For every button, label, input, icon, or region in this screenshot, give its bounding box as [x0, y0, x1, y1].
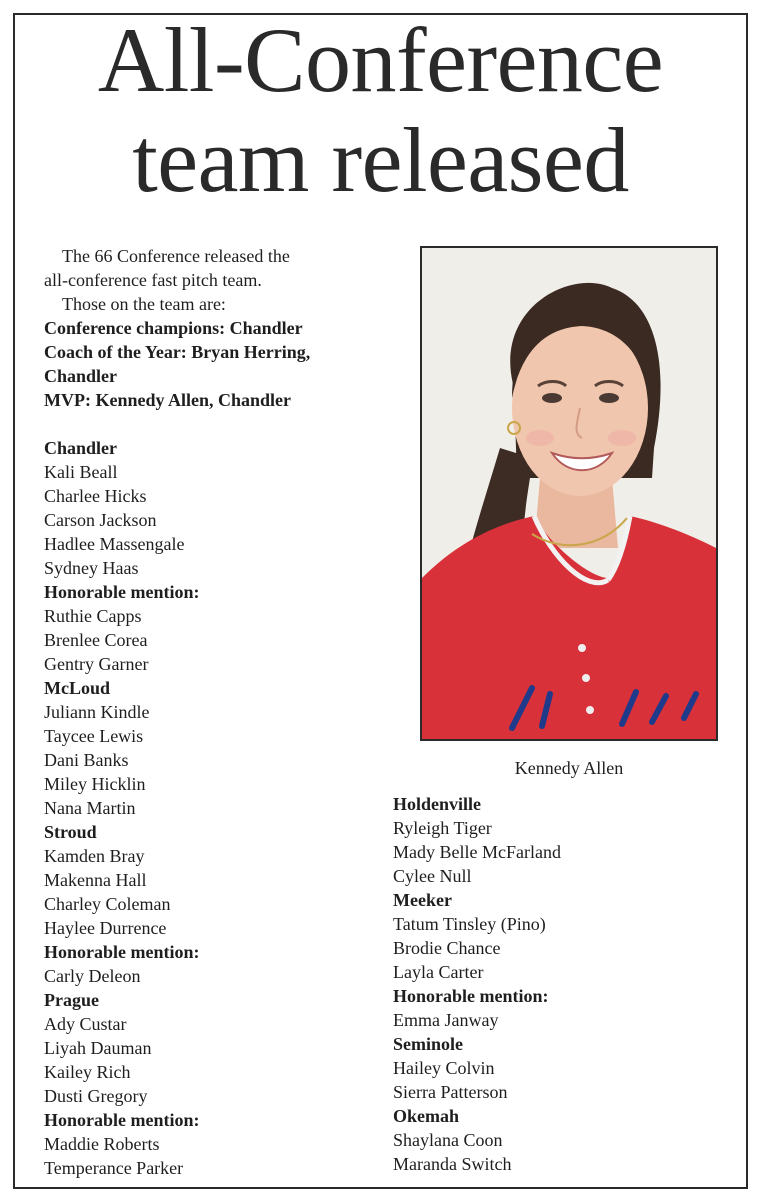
player-name: Tatum Tinsley (Pino)	[393, 914, 546, 934]
player-name: Dani Banks	[44, 750, 129, 770]
honorable-mention-player: Gentry Garner	[44, 654, 149, 674]
player-name: Hailey Colvin	[393, 1058, 495, 1078]
team-heading: Stroud	[44, 822, 97, 842]
headline-line-1: All-Conference	[97, 9, 664, 111]
player-name: Layla Carter	[393, 962, 484, 982]
team-heading: Okemah	[393, 1106, 460, 1126]
team-heading: McLoud	[44, 678, 111, 698]
honorable-mention-player: Maddie Roberts	[44, 1134, 160, 1154]
player-name: Juliann Kindle	[44, 702, 150, 722]
player-name: Mady Belle McFarland	[393, 842, 561, 862]
headline	[0, 10, 761, 210]
team-list-right	[393, 792, 733, 1176]
player-name: Makenna Hall	[44, 870, 147, 890]
player-name: Kali Beall	[44, 462, 118, 482]
honorable-mention-player: Brenlee Corea	[44, 630, 148, 650]
honorable-mention-player: Emma Janway	[393, 1010, 499, 1030]
headline-line-2: team released	[132, 109, 629, 211]
player-name: Shaylana Coon	[393, 1130, 503, 1150]
player-name: Cylee Null	[393, 866, 472, 886]
player-name: Kailey Rich	[44, 1062, 131, 1082]
spacer	[44, 412, 384, 436]
honorable-mention-heading: Honorable mention:	[44, 582, 200, 602]
intro-line: Those on the team are:	[62, 294, 226, 314]
player-name: Miley Hicklin	[44, 774, 146, 794]
player-name: Dusti Gregory	[44, 1086, 148, 1106]
award-champions: Conference champions: Chandler	[44, 318, 303, 338]
article-body-right	[393, 792, 733, 1176]
honorable-mention-player: Ruthie Capps	[44, 606, 142, 626]
award-coach: Coach of the Year: Bryan Herring,	[44, 342, 311, 362]
kennedy-allen-portrait-image	[422, 248, 716, 739]
player-name: Maranda Switch	[393, 1154, 512, 1174]
player-name: Sydney Haas	[44, 558, 139, 578]
player-name: Nana Martin	[44, 798, 136, 818]
player-name: Haylee Durrence	[44, 918, 167, 938]
honorable-mention-player: Carly Deleon	[44, 966, 141, 986]
intro-line: The 66 Conference released the	[62, 246, 290, 266]
player-photo	[420, 246, 718, 741]
player-name: Taycee Lewis	[44, 726, 144, 746]
player-name: Brodie Chance	[393, 938, 501, 958]
player-name: Sierra Patterson	[393, 1082, 508, 1102]
honorable-mention-heading: Honorable mention:	[44, 942, 200, 962]
article-body-left	[44, 244, 384, 1180]
team-heading: Meeker	[393, 890, 452, 910]
team-list-left	[44, 436, 384, 1180]
team-heading: Chandler	[44, 438, 118, 458]
player-name: Liyah Dauman	[44, 1038, 152, 1058]
player-name: Kamden Bray	[44, 846, 145, 866]
award-coach-team: Chandler	[44, 366, 118, 386]
player-name: Charley Coleman	[44, 894, 171, 914]
player-name: Charlee Hicks	[44, 486, 147, 506]
honorable-mention-player: Temperance Parker	[44, 1158, 184, 1178]
player-name: Ady Custar	[44, 1014, 127, 1034]
honorable-mention-heading: Honorable mention:	[393, 986, 549, 1006]
award-mvp: MVP: Kennedy Allen, Chandler	[44, 390, 292, 410]
team-heading: Holdenville	[393, 794, 482, 814]
team-heading: Prague	[44, 990, 99, 1010]
player-name: Carson Jackson	[44, 510, 157, 530]
photo-caption: Kennedy Allen	[514, 758, 624, 778]
player-name: Hadlee Massengale	[44, 534, 185, 554]
honorable-mention-heading: Honorable mention:	[44, 1110, 200, 1130]
team-heading: Seminole	[393, 1034, 463, 1054]
player-name: Ryleigh Tiger	[393, 818, 492, 838]
intro-line: all-conference fast pitch team.	[44, 270, 262, 290]
